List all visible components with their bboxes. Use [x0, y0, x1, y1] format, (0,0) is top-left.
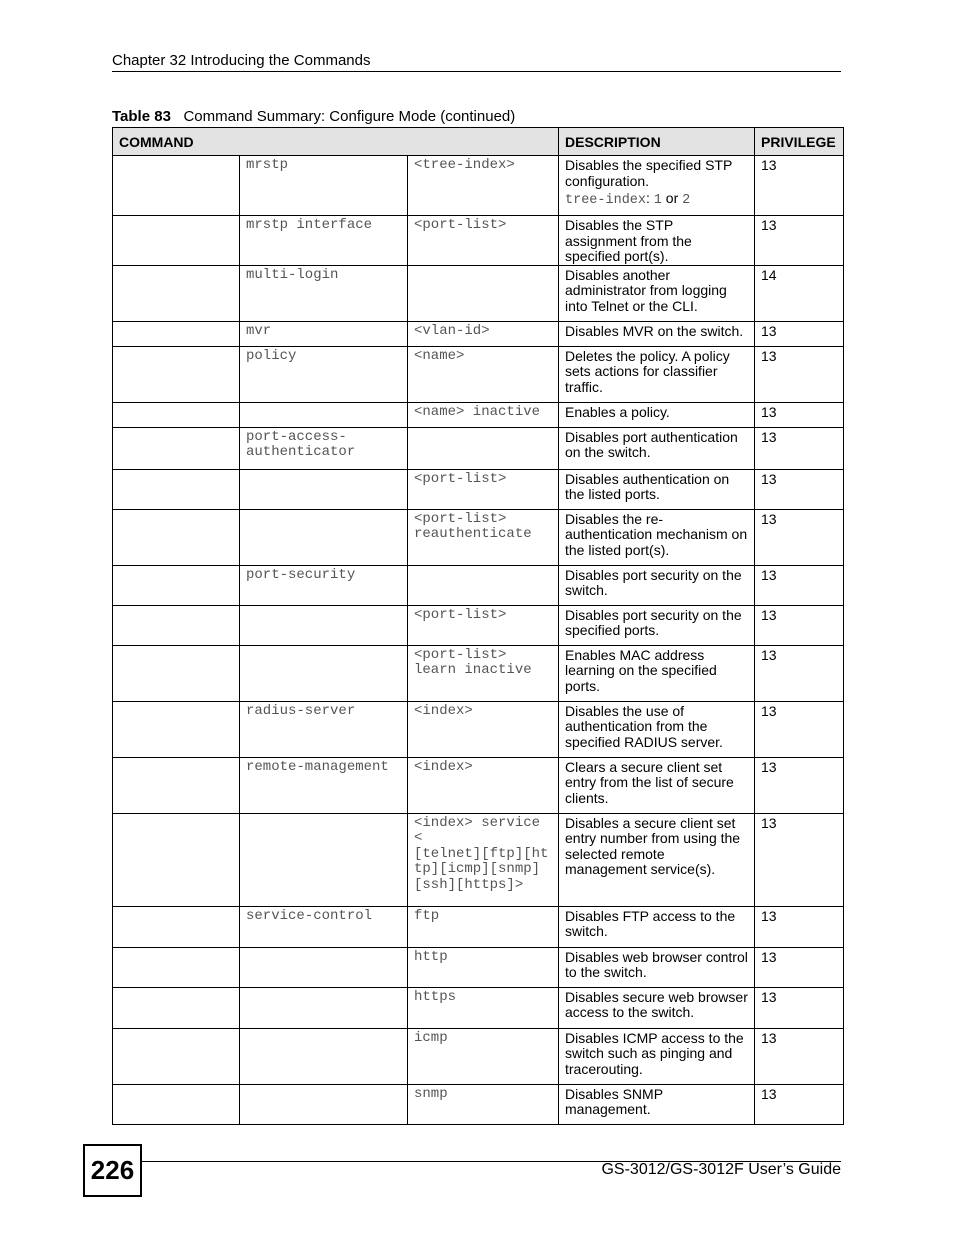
- argument-cell: <port-list>: [408, 216, 559, 266]
- description-cell: [559, 216, 755, 266]
- row-indent-cell: [113, 1084, 240, 1124]
- privilege-cell: 13: [755, 156, 844, 216]
- row-indent-cell: [113, 156, 240, 216]
- description-text: Disables another administrator from logging into Telnet or the CLI.: [565, 266, 727, 314]
- privilege-cell: 14: [755, 265, 844, 321]
- privilege-cell: 13: [755, 509, 844, 565]
- description-note-part: tree-index: [565, 193, 647, 208]
- privilege-cell: 13: [755, 987, 844, 1028]
- command-cell: [240, 509, 408, 565]
- privilege-cell: 13: [755, 701, 844, 757]
- table-row: [113, 1084, 844, 1124]
- privilege-cell: 13: [755, 813, 844, 906]
- command-cell: [240, 987, 408, 1028]
- description-text: Deletes the policy. A policy sets actions for classifier traffic.: [565, 347, 730, 395]
- description-note-part: 2: [682, 193, 691, 208]
- table-row: [113, 427, 844, 469]
- column-header-description: DESCRIPTION: [559, 128, 755, 156]
- command-cell: [240, 813, 408, 906]
- command-summary-table: [112, 127, 844, 1125]
- table-row: [113, 216, 844, 266]
- argument-cell: <index> service < [telnet][ftp][ht tp][icmp][snmp] [ssh][https]>: [408, 813, 559, 906]
- command-cell: service-control: [240, 906, 408, 947]
- privilege-cell: 13: [755, 346, 844, 402]
- description-text: Enables a policy.: [565, 403, 670, 420]
- table-row: [113, 605, 844, 645]
- row-indent-cell: [113, 427, 240, 469]
- description-text: Clears a secure client set entry from the list of secure clients.: [565, 758, 734, 806]
- description-cell: [559, 565, 755, 605]
- description-note-part: 1: [653, 193, 662, 208]
- description-text: Disables authentication on the listed ports.: [565, 470, 730, 502]
- description-cell: [559, 987, 755, 1028]
- argument-cell: <vlan-id>: [408, 321, 559, 346]
- page-number: 226: [83, 1144, 142, 1197]
- argument-cell: https: [408, 987, 559, 1028]
- description-note-part: :: [646, 190, 654, 206]
- table-row: [113, 947, 844, 987]
- description-cell: [559, 1028, 755, 1084]
- table-caption-title: Command Summary: Configure Mode (continued): [183, 108, 516, 125]
- table-row: [113, 1028, 844, 1084]
- description-cell: [559, 346, 755, 402]
- argument-cell: [408, 265, 559, 321]
- description-text: Disables port security on the specified ports.: [565, 606, 742, 638]
- command-cell: mvr: [240, 321, 408, 346]
- row-indent-cell: [113, 906, 240, 947]
- table-row: [113, 469, 844, 509]
- privilege-cell: 13: [755, 757, 844, 813]
- table-header-row: [113, 128, 844, 156]
- privilege-cell: 13: [755, 216, 844, 266]
- argument-cell: snmp: [408, 1084, 559, 1124]
- description-text: Disables the specified STP configuration.: [565, 157, 733, 189]
- description-cell: [559, 813, 755, 906]
- row-indent-cell: [113, 565, 240, 605]
- privilege-cell: 13: [755, 427, 844, 469]
- privilege-cell: 13: [755, 1028, 844, 1084]
- argument-cell: <index>: [408, 701, 559, 757]
- description-cell: [559, 156, 755, 216]
- privilege-cell: 13: [755, 402, 844, 427]
- command-cell: port-security: [240, 565, 408, 605]
- command-cell: [240, 947, 408, 987]
- table-row: [113, 987, 844, 1028]
- column-header-privilege: PRIVILEGE: [755, 128, 844, 156]
- argument-cell: icmp: [408, 1028, 559, 1084]
- description-cell: [559, 701, 755, 757]
- description-cell: [559, 402, 755, 427]
- description-text: Disables ICMP access to the switch such as pinging and tracerouting.: [565, 1029, 744, 1077]
- command-cell: [240, 402, 408, 427]
- chapter-header: Chapter 32 Introducing the Commands: [112, 52, 371, 69]
- row-indent-cell: [113, 813, 240, 906]
- description-text: Disables MVR on the switch.: [565, 322, 744, 339]
- table-row: [113, 813, 844, 906]
- table-row: [113, 906, 844, 947]
- description-text: Enables MAC address learning on the specified ports.: [565, 646, 717, 694]
- description-cell: [559, 605, 755, 645]
- row-indent-cell: [113, 402, 240, 427]
- privilege-cell: 13: [755, 906, 844, 947]
- description-text: Disables SNMP management.: [565, 1085, 663, 1117]
- row-indent-cell: [113, 947, 240, 987]
- command-cell: radius-server: [240, 701, 408, 757]
- row-indent-cell: [113, 757, 240, 813]
- command-cell: [240, 469, 408, 509]
- row-indent-cell: [113, 265, 240, 321]
- row-indent-cell: [113, 701, 240, 757]
- row-indent-cell: [113, 469, 240, 509]
- guide-title: GS-3012/GS-3012F User’s Guide: [601, 1161, 841, 1178]
- argument-cell: <port-list>: [408, 605, 559, 645]
- command-cell: [240, 605, 408, 645]
- column-header-command: COMMAND: [113, 128, 559, 156]
- argument-cell: [408, 427, 559, 469]
- description-text: Disables the STP assignment from the specified port(s).: [565, 217, 692, 264]
- command-cell: remote-management: [240, 757, 408, 813]
- privilege-cell: 13: [755, 469, 844, 509]
- row-indent-cell: [113, 346, 240, 402]
- command-cell: multi-login: [240, 265, 408, 321]
- description-text: Disables FTP access to the switch.: [565, 907, 736, 939]
- description-cell: [559, 645, 755, 701]
- table-row: [113, 346, 844, 402]
- description-text: Disables secure web browser access to the switch.: [565, 988, 748, 1020]
- command-cell: [240, 1028, 408, 1084]
- table-row: [113, 265, 844, 321]
- description-text: Disables web browser control to the switch.: [565, 948, 748, 980]
- header-divider: [112, 71, 841, 72]
- privilege-cell: 13: [755, 1084, 844, 1124]
- description-cell: [559, 757, 755, 813]
- argument-cell: http: [408, 947, 559, 987]
- command-cell: port-access- authenticator: [240, 427, 408, 469]
- description-cell: [559, 947, 755, 987]
- row-indent-cell: [113, 321, 240, 346]
- command-cell: mrstp: [240, 156, 408, 216]
- table-row: [113, 645, 844, 701]
- description-text: Disables port security on the switch.: [565, 566, 742, 598]
- row-indent-cell: [113, 605, 240, 645]
- argument-cell: [408, 565, 559, 605]
- table-caption-label: Table 83: [112, 108, 171, 125]
- command-cell: [240, 645, 408, 701]
- row-indent-cell: [113, 1028, 240, 1084]
- argument-cell: <index>: [408, 757, 559, 813]
- command-cell: [240, 1084, 408, 1124]
- command-cell: mrstp interface: [240, 216, 408, 266]
- description-cell: [559, 427, 755, 469]
- argument-cell: <port-list>: [408, 469, 559, 509]
- description-cell: [559, 906, 755, 947]
- description-text: Disables port authentication on the switch.: [565, 428, 738, 460]
- table-row: [113, 701, 844, 757]
- table-row: [113, 509, 844, 565]
- row-indent-cell: [113, 645, 240, 701]
- table-row: [113, 156, 844, 216]
- description-cell: [559, 265, 755, 321]
- description-note-part: or: [661, 190, 683, 206]
- privilege-cell: 13: [755, 321, 844, 346]
- description-text: Disables a secure client set entry number from using the selected remote management service(s).: [565, 814, 741, 877]
- table-row: [113, 565, 844, 605]
- argument-cell: <port-list> learn inactive: [408, 645, 559, 701]
- description-cell: [559, 509, 755, 565]
- table-caption: [112, 108, 515, 125]
- description-cell: [559, 321, 755, 346]
- privilege-cell: 13: [755, 565, 844, 605]
- row-indent-cell: [113, 216, 240, 266]
- description-text: Disables the re-authentication mechanism on the listed port(s).: [565, 510, 748, 558]
- argument-cell: <port-list> reauthenticate: [408, 509, 559, 565]
- command-cell: policy: [240, 346, 408, 402]
- description-cell: [559, 1084, 755, 1124]
- row-indent-cell: [113, 987, 240, 1028]
- table-row: [113, 321, 844, 346]
- privilege-cell: 13: [755, 947, 844, 987]
- description-cell: [559, 469, 755, 509]
- description-note: [565, 191, 748, 209]
- row-indent-cell: [113, 509, 240, 565]
- argument-cell: <name>: [408, 346, 559, 402]
- argument-cell: <tree-index>: [408, 156, 559, 216]
- description-text: Disables the use of authentication from the specified RADIUS server.: [565, 702, 723, 750]
- table-row: [113, 757, 844, 813]
- table-row: [113, 402, 844, 427]
- argument-cell: ftp: [408, 906, 559, 947]
- argument-cell: <name> inactive: [408, 402, 559, 427]
- privilege-cell: 13: [755, 605, 844, 645]
- privilege-cell: 13: [755, 645, 844, 701]
